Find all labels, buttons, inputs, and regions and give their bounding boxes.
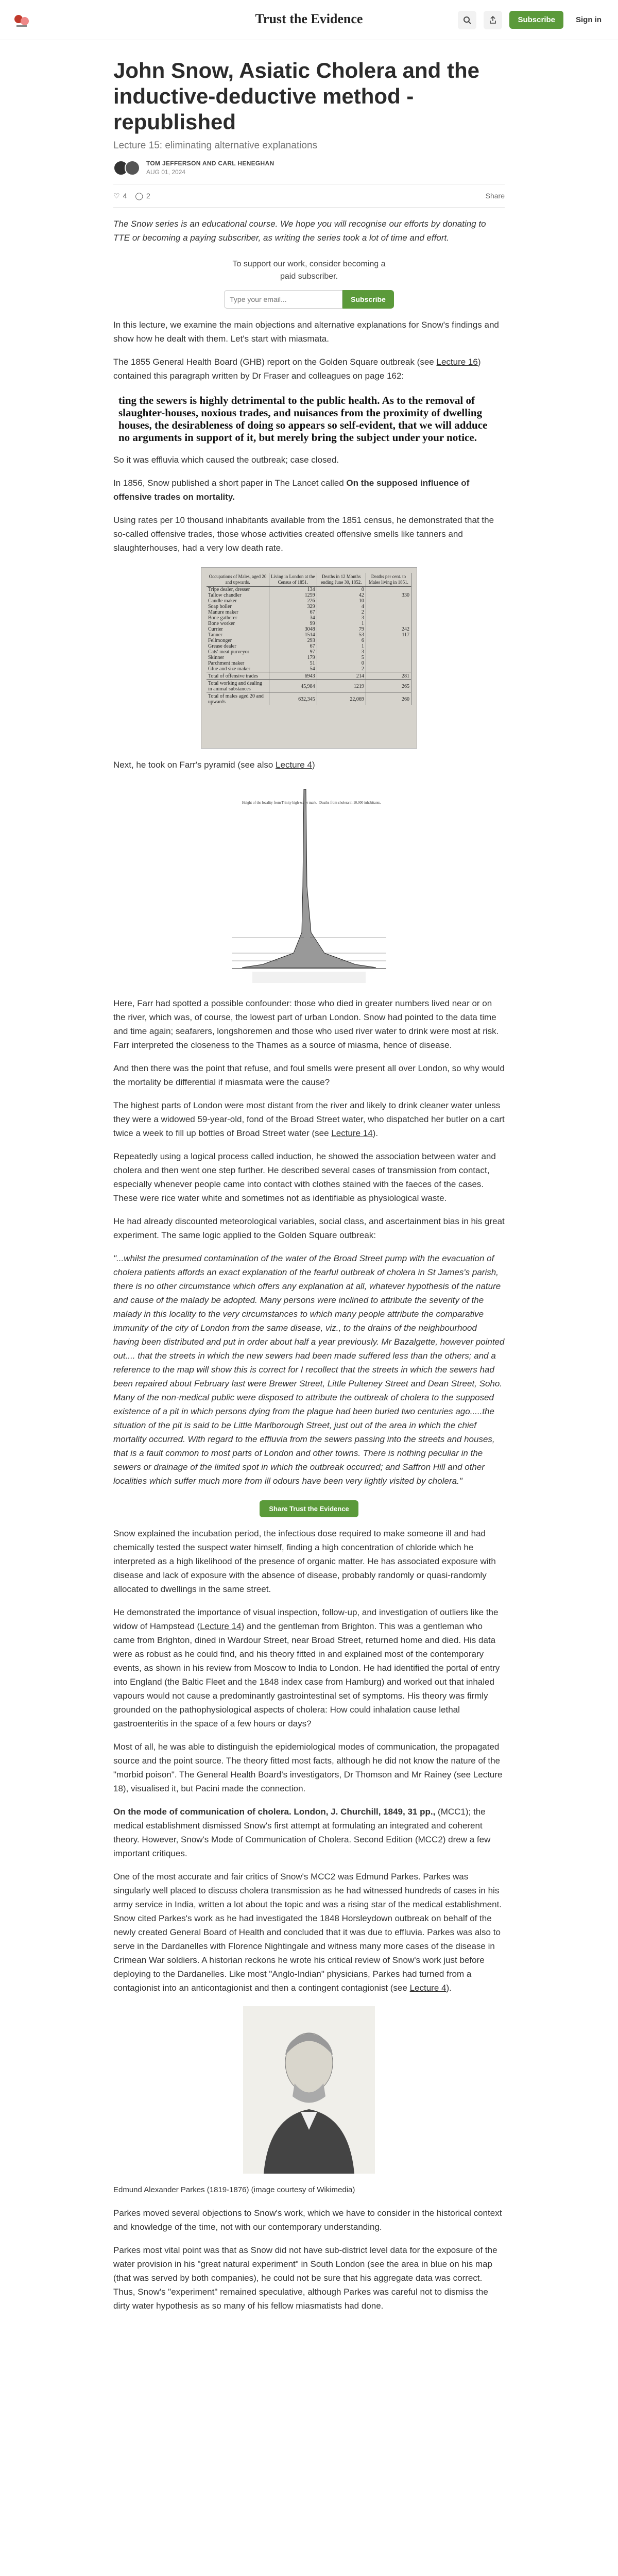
table-row <box>207 660 411 666</box>
table-cell: 0 <box>317 587 366 593</box>
table-row <box>207 621 411 626</box>
table-cell <box>366 649 411 655</box>
table-row <box>207 587 411 593</box>
lecture-link[interactable]: Lecture 4 <box>409 1983 447 1993</box>
table-cell: 226 <box>269 598 317 604</box>
table-cell: 2 <box>317 609 366 615</box>
table-cell: 117 <box>366 632 411 638</box>
table-cell: 67 <box>269 643 317 649</box>
table-cell: 1514 <box>269 632 317 638</box>
table-header-cell: Occupations of Males, aged 20 and upwards. <box>207 573 269 587</box>
table-cell: 34 <box>269 615 317 621</box>
avatar[interactable] <box>125 160 140 176</box>
table-row <box>207 672 411 680</box>
table-cell: 632,345 <box>269 692 317 705</box>
table-row <box>207 604 411 609</box>
paragraph: So it was effluvia which caused the outbreak; case closed. <box>113 455 339 465</box>
email-field[interactable] <box>224 290 342 309</box>
table-cell: Bone gatherer <box>207 615 269 621</box>
table-cell: Tanner <box>207 632 269 638</box>
table-row <box>207 655 411 660</box>
paragraph: The highest parts of London were most distant from the river and likely to drink cleaner water unless they were a widowed 59-year-old, fond of the Broad Street water, who dispatched her butler on a cart twice a week to fill up bottles of Broad Street water (see Lecture 14). <box>113 1100 505 1138</box>
table-cell: 242 <box>366 626 411 632</box>
table-cell <box>366 638 411 643</box>
table-cell <box>366 621 411 626</box>
subscribe-button[interactable]: Subscribe <box>509 11 563 29</box>
sign-in-button[interactable]: Sign in <box>576 15 602 24</box>
table-cell <box>366 660 411 666</box>
table-cell: 1219 <box>317 680 366 692</box>
table-cell: 134 <box>269 587 317 593</box>
farr-pyramid-image[interactable] <box>201 783 417 987</box>
table-cell: Manure maker <box>207 609 269 615</box>
post-body <box>113 217 505 2313</box>
table-row <box>207 598 411 604</box>
table-cell: 4 <box>317 604 366 609</box>
table-header-cell: Deaths in 12 Months ending June 30, 1852. <box>317 573 366 587</box>
table-cell: Glue and size maker <box>207 666 269 672</box>
author-avatars[interactable] <box>113 160 140 176</box>
table-cell: 10 <box>317 598 366 604</box>
paragraph: Repeatedly using a logical process called induction, he showed the association between water and cholera and then went one step further. He described several cases of transmission from contact, especially whenever people came into contact with clothes stained with the faeces of the cases. These were rice water white and sometimes not as identifiable as physiological waste. <box>113 1151 496 1203</box>
table-cell: 329 <box>269 604 317 609</box>
table-cell: 293 <box>269 638 317 643</box>
lecture-link[interactable]: Lecture 4 <box>276 760 312 770</box>
table-row <box>207 680 411 692</box>
table-cell: Currier <box>207 626 269 632</box>
paragraph: He had already discounted meteorological variables, social class, and ascertainment bias in his great experiment. The same logic applied to the Golden Square outbreak: <box>113 1216 505 1240</box>
subscribe-note <box>113 258 505 283</box>
table-row <box>207 632 411 638</box>
byline <box>113 160 505 176</box>
table-cell: 79 <box>317 626 366 632</box>
share-icon[interactable] <box>484 11 502 29</box>
table-cell: 0 <box>317 660 366 666</box>
share-cta <box>113 1500 505 1517</box>
post-action-bar <box>113 184 505 208</box>
table-cell: 97 <box>269 649 317 655</box>
table-cell: 1259 <box>269 592 317 598</box>
table-cell: Grease dealer <box>207 643 269 649</box>
table-cell: 99 <box>269 621 317 626</box>
table-cell: Bone worker <box>207 621 269 626</box>
site-title[interactable]: Trust the Evidence <box>255 11 363 26</box>
pyramid-right-caption: Deaths from cholera in 10,000 inhabitants. <box>319 801 381 805</box>
table-row <box>207 615 411 621</box>
table-cell <box>366 643 411 649</box>
paragraph: Snow explained the incubation period, the infectious dose required to make someone ill and had chemically tested the suspect water himself, finding a high concentration of chloride which he interpreted as a high likelihood of the presence of organic matter. He has associated exposure with disease and lack of exposure with the absence of disease, probably randomly or quasi-randomly allocated to dwellings in the same street. <box>113 1529 496 1594</box>
table-row <box>207 649 411 655</box>
heart-icon: ♡ <box>113 191 120 200</box>
table-cell <box>366 655 411 660</box>
article <box>113 40 505 2313</box>
table-cell: 51 <box>269 660 317 666</box>
table-cell: 330 <box>366 592 411 598</box>
table-cell: 6943 <box>269 672 317 680</box>
lecture-link[interactable]: Lecture 14 <box>200 1621 242 1631</box>
paragraph: Parkes moved several objections to Snow's work, which we have to consider in the historical context and knowledge of the time, not with our contemporary understanding. <box>113 2208 502 2232</box>
table-cell: 214 <box>317 672 366 680</box>
table-row <box>207 626 411 632</box>
table-cell: Cats' meat purveyor <box>207 649 269 655</box>
table-cell <box>366 604 411 609</box>
table-cell: 260 <box>366 692 411 705</box>
share-publication-button[interactable]: Share Trust the Evidence <box>260 1500 358 1517</box>
subscribe-note-line: paid subscriber. <box>280 272 338 281</box>
table-cell: 1 <box>317 621 366 626</box>
table-cell: 281 <box>366 672 411 680</box>
paragraph: One of the most accurate and fair critics of Snow's MCC2 was Edmund Parkes. Parkes was singularly well placed to discuss cholera transmission as he had witnessed hundreds of cases in his army service in India, written a lot about the topic and was a rising star of the medical establishment. Snow cited Parkes's work as he had investigated the 1848 Horsleydown outbreak on behalf of the newly created General Board of Health and concluded that it was due to effluvia. Parkes was also to serve in the Dardanelles with Florence Nightingale and witness many more cases of the disease in Crimean War soldiers. A historian reckons he wrote his critical review of Snow's work just before deploying to the Dardanelles. Like most "Anglo-Indian" physicians, Parkes had turned from a contagionist into an anticontagionist and then a contingent contagionist (see Lecture 4). <box>113 1872 502 1993</box>
table-cell: Candle maker <box>207 598 269 604</box>
parkes-portrait-image[interactable] <box>243 2006 375 2174</box>
like-count: 4 <box>123 192 127 200</box>
paragraph: The 1855 General Health Board (GHB) report on the Golden Square outbreak (see Lecture 16) contained this paragraph written by Dr Fraser and colleagues on page 162: <box>113 357 481 381</box>
intro-paragraph: The Snow series is an educational course. We hope you will recognise our efforts by donating to TTE or becoming a paying subscriber, as writing the series took a lot of time and effort. <box>113 219 486 243</box>
table-row <box>207 692 411 705</box>
subscribe-submit-button[interactable]: Subscribe <box>342 290 394 309</box>
subscribe-note-line: To support our work, consider becoming a <box>232 260 386 268</box>
table-cell: 67 <box>269 609 317 615</box>
paragraph: Most of all, he was able to distinguish the epidemiological modes of communication, the propagated source and the point source. The theory fitted most facts, although he did not know the nature of the "morbid poison". The General Health Board's investigators, Dr Thomson and Mr Rainey (see Lecture 18), visualised it, but Pacini made the connection. <box>113 1742 503 1793</box>
like-button[interactable] <box>113 192 127 200</box>
table-cell: Parchment maker <box>207 660 269 666</box>
offensive-trades-table-image[interactable] <box>201 567 417 749</box>
lecture-link[interactable]: Lecture 14 <box>331 1128 373 1138</box>
table-cell: 3 <box>317 615 366 621</box>
top-bar <box>0 0 618 40</box>
snow-quote: "...whilst the presumed contamination of the water of the Broad Street pump with the evacuation of cholera patients affords an exact explanation of the fearful outbreak of cholera in St James's parish, there is no other circumstance which offers any explanation at all, whatever hypothesis of the nature and cause of the malady be adopted. Many persons were inclined to attribute the severity of the malady in this locality to the very circumstances to which many people attribute the comparative immunity of the city of London from the same disease, viz., to the drains of the neighbourhood having been distributed and put in order about half a year previously. Mr Bazalgette, however pointed out.... that the streets in which the new sewers had been made suffered less than the others; and a reference to the map will show this is correct for I recollect that the streets in which the sewers had been repaired about February last were Brewer Street, Little Pulteney Street and Dean Street, Soho. Many of the non-medical public were disposed to attribute the outbreak of cholera to the supposed existence of a pit in which persons dying from the plague had been buried two centuries ago.....the situation of the pit is said to be Little Marlborough Street, just out of the area in which the chief mortality occurred. With regard to the effluvia from the sewers passing into the streets and houses, that is a fault common to most parts of London and other towns. There is nothing peculiar in the sewers or drainage of the limited spot in which the outbreak occurred; and Saffron Hill and other localities which suffer much more from ill odours have been very lightly visited by cholera." <box>113 1253 505 1486</box>
paragraph: In 1856, Snow published a short paper in The Lancet called On the supposed influence of offensive trades on mortality. <box>113 478 470 502</box>
table-cell: 53 <box>317 632 366 638</box>
table-cell: 179 <box>269 655 317 660</box>
table-cell: 6 <box>317 638 366 643</box>
table-row <box>207 666 411 672</box>
pyramid-left-caption: Height of the locality from Trinity high-water mark. <box>242 801 317 805</box>
table-row <box>207 638 411 643</box>
site-logo[interactable] <box>11 10 32 30</box>
table-cell: Skinner <box>207 655 269 660</box>
table-cell: 5 <box>317 655 366 660</box>
paragraph: He demonstrated the importance of visual inspection, follow-up, and investigation of outliers like the widow of Hampstead (Lecture 14) and the gentleman from Brighton. This was a gentleman who came from Brighton, dined in Wardour Street, near Broad Street, returned home and died. His data were as robust as he could find, and his theory fitted in and explained most of the contemporary events, as shown in his review from Moscow to India to London. He had identified the portal of entry into England (the Baltic Fleet and the 1848 index case from Hamburg) and worked out that inhaled vapours would not cause a predominantly gastrointestinal set of symptoms. His theory was firmly grounded on the pathophysiological aspects of cholera: How could inhalation cause lethal gastroenteritis in the space of a few hours or days? <box>113 1607 500 1728</box>
table-cell <box>366 666 411 672</box>
subscribe-widget <box>113 258 505 309</box>
table-header-cell: Deaths per cent. to Males living in 1851. <box>366 573 411 587</box>
table-row <box>207 609 411 615</box>
comments-button[interactable] <box>135 192 150 200</box>
table-cell: Tallow chandler <box>207 592 269 598</box>
table-row <box>207 592 411 598</box>
lecture-link[interactable]: Lecture 16 <box>436 357 478 367</box>
post-subtitle: Lecture 15: eliminating alternative explanations <box>113 140 318 151</box>
table-cell: 1 <box>317 643 366 649</box>
table-cell <box>366 598 411 604</box>
table-cell <box>366 615 411 621</box>
image-caption: Edmund Alexander Parkes (1819-1876) (image courtesy of Wikimedia) <box>113 2185 355 2194</box>
paragraph: In this lecture, we examine the main objections and alternative explanations for Snow's findings and show how he dealt with them. Let's start with miasmata. <box>113 320 499 344</box>
table-header-cell: Living in London at the Census of 1851. <box>269 573 317 587</box>
table-cell <box>366 609 411 615</box>
table-cell: Tripe dealer, dresser <box>207 587 269 593</box>
table-cell: Total working and dealing in animal substances <box>207 680 269 692</box>
table-cell: 45,984 <box>269 680 317 692</box>
paragraph: Next, he took on Farr's pyramid (see also Lecture 4) <box>113 760 315 770</box>
table-cell: Total of offensive trades <box>207 672 269 680</box>
table-cell: 22,069 <box>317 692 366 705</box>
share-button[interactable]: Share <box>485 192 505 200</box>
comment-icon: ◯ <box>135 191 144 200</box>
paragraph: On the mode of communication of cholera. London, J. Churchill, 1849, 31 pp., (MCC1); the medical establishment dismissed Snow's first attempt at formulating an integrated and coherent theory. However, Snow's Mode of Communication of Cholera. Second Edition (MCC2) drew a few important critiques. <box>113 1807 491 1858</box>
table-row <box>207 643 411 649</box>
table-cell: 3048 <box>269 626 317 632</box>
post-title: John Snow, Asiatic Cholera and the inductive-deductive method - republished <box>113 58 479 134</box>
table-cell: 3 <box>317 649 366 655</box>
table-cell: 265 <box>366 680 411 692</box>
table-cell: 54 <box>269 666 317 672</box>
post-date: AUG 01, 2024 <box>146 168 186 176</box>
paragraph: And then there was the point that refuse, and foul smells were present all over London, so why would the mortality be differential if miasmata were the cause? <box>113 1063 505 1087</box>
paragraph: Here, Farr had spotted a possible confounder: those who died in greater numbers lived near or on the river, which was, of course, the lowest part of urban London. Snow had pointed to the data time and time again; seafarers, longshoremen and those who used river water to drink were most at risk. Farr interpreted the closeness to the Thames as a source of miasma, hence of disease. <box>113 998 499 1050</box>
paragraph: Parkes most vital point was that as Snow did not have sub-district level data for the exposure of the water provision in his "great natural experiment" in South London (see the area in blue on his map (that was served by both companies), he could not be sure that his aggregate data was correct. Thus, Snow's "experiment" remained speculative, although Parkes was careful not to dismiss the dirty water hypothesis as so many of his fellow miasmatists had done. <box>113 2245 497 2311</box>
post-authors[interactable]: TOM JEFFERSON AND CARL HENEGHAN <box>146 160 274 167</box>
table-cell: Soap boiler <box>207 604 269 609</box>
table-cell: 2 <box>317 666 366 672</box>
search-icon[interactable] <box>458 11 476 29</box>
table-cell <box>366 587 411 593</box>
table-cell: Total of males aged 20 and upwards <box>207 692 269 705</box>
table-cell: Fellmonger <box>207 638 269 643</box>
table-cell: 42 <box>317 592 366 598</box>
paragraph: Using rates per 10 thousand inhabitants available from the 1851 census, he demonstrated that the so-called offensive trades, those whose activities created offensive smells like tanners and slaughterhouses, had a very low death rate. <box>113 515 494 553</box>
report-excerpt-image: ting the sewers is highly detrimental to the public health. As to the removal of slaughter-houses, noxious trades, and nuisances from the proximity of dwelling houses, the desirableness of doing so appears so self-evident, that we will adduce no arguments in support of it, but merely bring the subject under your notice. <box>118 394 488 444</box>
comment-count: 2 <box>146 192 150 200</box>
